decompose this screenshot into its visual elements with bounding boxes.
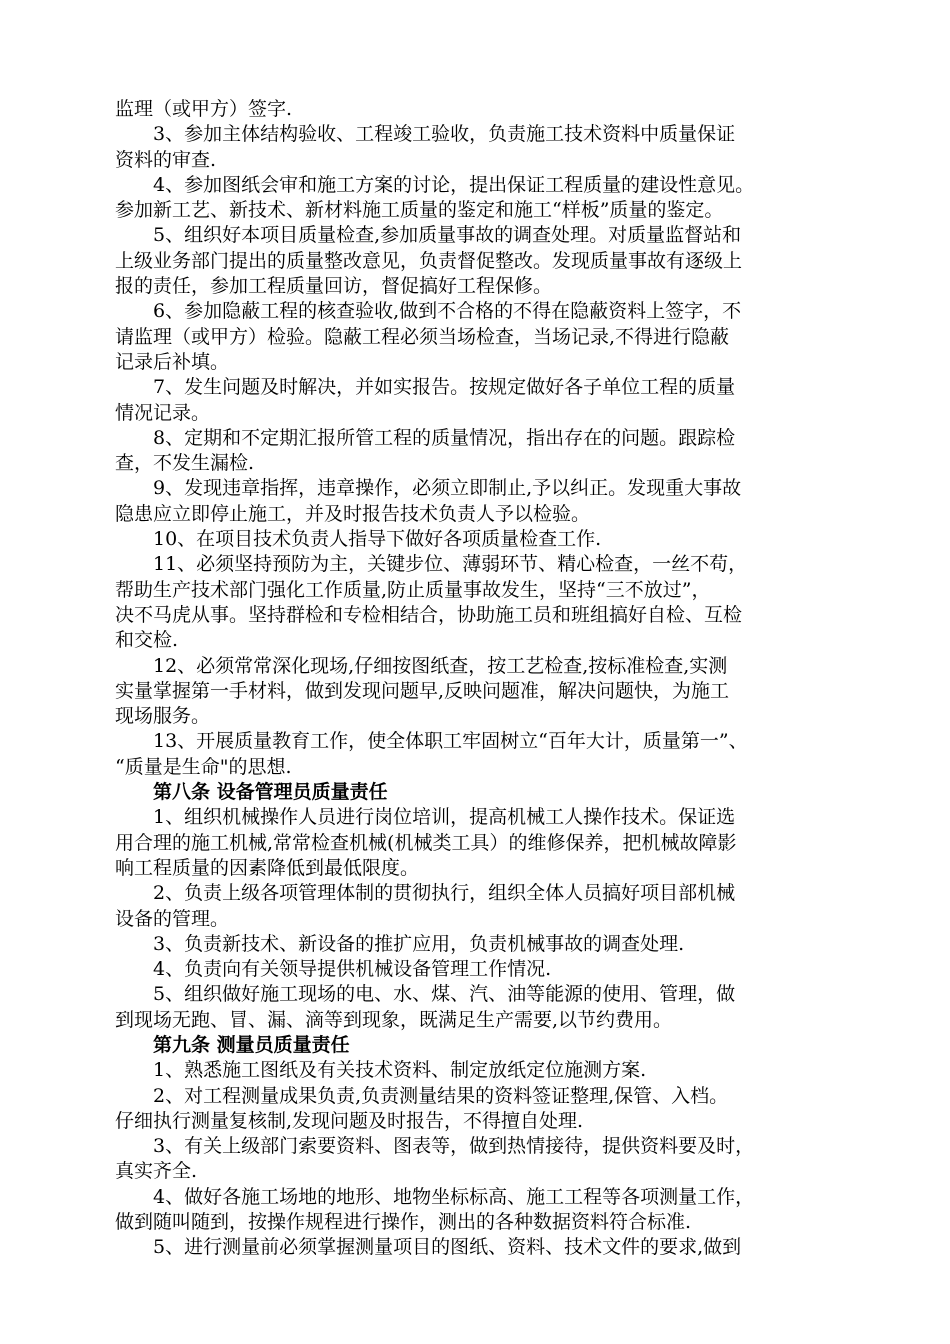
text-line: 实量掌握第一手材料，做到发现问题早,反映问题准，解决问题快，为施工	[115, 679, 730, 702]
text-line: 记录后补填。	[115, 350, 230, 373]
text-line: 查，不发生漏检.	[115, 452, 255, 475]
text-line: 参加新工艺、新技术、新材料施工质量的鉴定和施工“样板”质量的鉴定。	[115, 199, 724, 222]
text-line: “质量是生命"的思想.	[115, 755, 292, 778]
text-line: 情况记录。	[115, 401, 211, 424]
paragraph-first-line: 1、熟悉施工图纸及有关技术资料、制定放纸定位施测方案.	[153, 1059, 647, 1082]
text-line: 到现场无跑、冒、漏、滴等到现象，既满足生产需要,以节约费用。	[115, 1008, 673, 1031]
text-line: 帮助生产技术部门强化工作质量,防止质量事故发生，坚持“三不放过”，	[115, 578, 711, 601]
paragraph-first-line: 13、开展质量教育工作，使全体职工牢固树立“百年大计，质量第一”、	[153, 730, 748, 753]
text-line: 响工程质量的因素降低到最低限度。	[115, 856, 420, 879]
text-line: 现场服务。	[115, 705, 211, 728]
paragraph-first-line: 2、对工程测量成果负责,负责测量结果的资料签证整理,保管、入档。	[153, 1084, 729, 1107]
text-line: 仔细执行测量复核制,发现问题及时报告，不得擅自处理.	[115, 1109, 584, 1132]
paragraph-first-line: 4、参加图纸会审和施工方案的讨论，提出保证工程质量的建设性意见。	[153, 173, 755, 196]
paragraph-first-line: 3、负责新技术、新设备的推扩应用，负责机械事故的调查处理.	[153, 932, 685, 955]
paragraph-first-line: 9、发现违章指挥，违章操作，必须立即制止,予以纠正。发现重大事故	[153, 477, 742, 500]
paragraph-first-line: 3、有关上级部门索要资料、图表等，做到热情接待，提供资料要及时，	[153, 1135, 755, 1158]
text-line: 用合理的施工机械,常常检查机械(机械类工具）的维修保养，把机械故障影	[115, 831, 737, 854]
paragraph-first-line: 4、做好各施工场地的地形、地物坐标标高、施工工程等各项测量工作，	[153, 1185, 755, 1208]
paragraph-first-line: 12、必须常常深化现场,仔细按图纸查，按工艺检查,按标准检查,实测	[153, 654, 728, 677]
text-line: 资料的审查.	[115, 148, 217, 171]
section-heading: 第九条 测量员质量责任	[153, 1033, 350, 1056]
paragraph-first-line: 5、进行测量前必须掌握测量项目的图纸、资料、技术文件的要求,做到	[153, 1236, 742, 1259]
text-line: 决不马虎从事。坚持群检和专检相结合，协助施工员和班组搞好自检、互检	[115, 603, 743, 626]
text-line: 请监理（或甲方）检验。隐蔽工程必须当场检查，当场记录,不得进行隐蔽	[115, 325, 730, 348]
paragraph-first-line: 6、参加隐蔽工程的核查验收,做到不合格的不得在隐蔽资料上签字，不	[153, 300, 742, 323]
text-line: 设备的管理。	[115, 907, 230, 930]
text-line: 上级业务部门提出的质量整改意见，负责督促整改。发现质量事故有逐级上	[115, 249, 743, 272]
paragraph-first-line: 1、组织机械操作人员进行岗位培训，提高机械工人操作技术。保证选	[153, 806, 736, 829]
section-heading: 第八条 设备管理员质量责任	[153, 781, 388, 804]
paragraph-first-line: 5、组织做好施工现场的电、水、煤、汽、油等能源的使用、管理，做	[153, 983, 736, 1006]
paragraph-first-line: 11、必须坚持预防为主，关键步位、薄弱环节、精心检查，一丝不苟，	[153, 553, 748, 576]
text-line: 做到随叫随到，按操作规程进行操作，测出的各种数据资料符合标准.	[115, 1211, 692, 1234]
text-line: 监理（或甲方）签字.	[115, 98, 293, 120]
paragraph-first-line: 7、发生问题及时解决，并如实报告。按规定做好各子单位工程的质量	[153, 376, 736, 399]
paragraph-first-line: 3、参加主体结构验收、工程竣工验收，负责施工技术资料中质量保证	[153, 123, 736, 146]
text-line: 报的责任，参加工程质量回访，督促搞好工程保修。	[115, 275, 553, 298]
paragraph-first-line: 8、定期和不定期汇报所管工程的质量情况，指出存在的问题。跟踪检	[153, 426, 736, 449]
document-body	[115, 97, 860, 1261]
paragraph-first-line: 2、负责上级各项管理体制的贯彻执行，组织全体人员搞好项目部机械	[153, 882, 736, 905]
paragraph-first-line: 5、组织好本项目质量检查,参加质量事故的调查处理。对质量监督站和	[153, 224, 742, 247]
paragraph-first-line: 4、负责向有关领导提供机械设备管理工作情况.	[153, 958, 552, 981]
paragraph-first-line: 10、在项目技术负责人指导下做好各项质量检查工作.	[153, 528, 602, 551]
text-line: 和交检.	[115, 629, 179, 652]
text-line: 真实齐全.	[115, 1160, 198, 1183]
text-line: 隐患应立即停止施工，并及时报告技术负责人予以检验。	[115, 502, 591, 525]
